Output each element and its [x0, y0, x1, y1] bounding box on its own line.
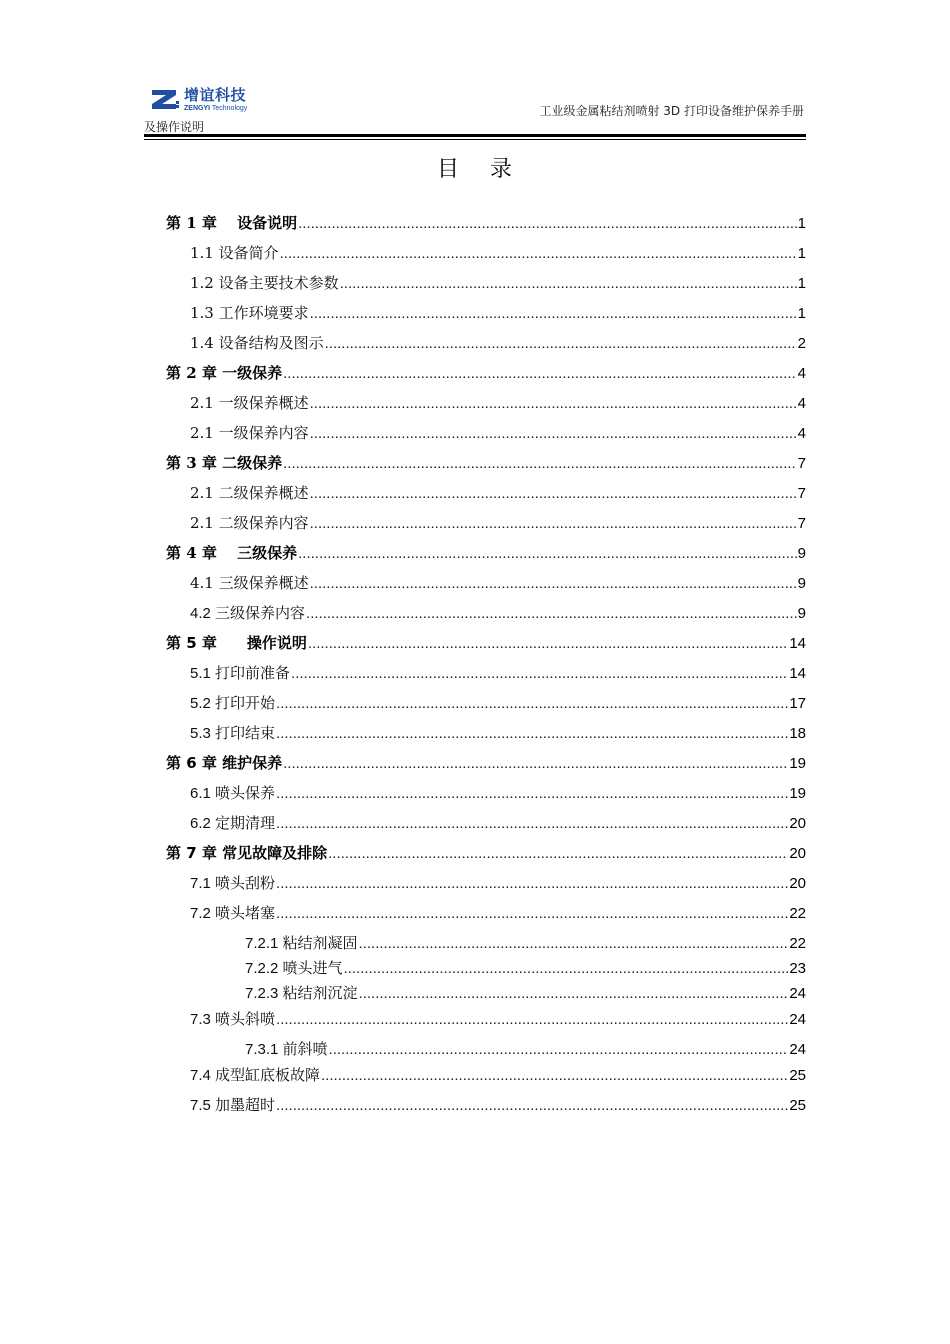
toc-entry[interactable]: [190, 242, 806, 264]
toc-dot-leader: [283, 755, 788, 772]
toc-page-number: 7: [797, 515, 806, 532]
toc-page-number: 1: [797, 245, 806, 262]
toc-page-number: 1: [797, 305, 806, 322]
toc-entry[interactable]: [190, 302, 806, 324]
header-rule-thin: [144, 139, 806, 140]
header-rule-thick: [144, 134, 806, 137]
toc-page-number: 4: [797, 395, 806, 412]
toc-page-number: 25: [789, 1097, 806, 1114]
toc-page-number: 7: [797, 485, 806, 502]
company-logo: [150, 86, 260, 114]
toc-page-number: 19: [789, 785, 806, 802]
toc-dot-leader: [276, 785, 788, 802]
toc-entry-label: 5.2 打印开始: [190, 695, 276, 712]
toc-entry-label: 第 4 章 三级保养: [166, 544, 298, 562]
toc-dot-leader: [328, 845, 788, 862]
toc-dot-leader: [329, 1041, 789, 1058]
toc-entry-label: 7.2.1 粘结剂凝固: [245, 935, 358, 952]
toc-entry-label: 7.3 喷头斜喷: [190, 1011, 276, 1028]
toc-entry[interactable]: [190, 422, 806, 444]
toc-title-char-1: 目: [436, 157, 460, 182]
toc-entry[interactable]: [166, 362, 806, 384]
toc-entry[interactable]: [166, 452, 806, 474]
toc-dot-leader: [306, 605, 797, 622]
toc-entry-label: 1.2 设备主要技术参数: [190, 274, 339, 292]
toc-entry[interactable]: [245, 957, 806, 979]
toc-page-number: 24: [789, 1011, 806, 1028]
toc-entry[interactable]: [166, 632, 806, 654]
toc-entry-label: 2.1 一级保养概述: [190, 394, 309, 412]
toc-dot-leader: [310, 485, 797, 502]
toc-entry[interactable]: [190, 662, 806, 684]
toc-page-number: 4: [797, 365, 806, 382]
toc-entry[interactable]: [190, 1094, 806, 1116]
toc-page-number: 22: [789, 935, 806, 952]
header-document-title: 工业级金属粘结剂喷射 3D 打印设备维护保养手册: [539, 104, 804, 118]
toc-dot-leader: [283, 365, 797, 382]
toc-page-number: 14: [789, 665, 806, 682]
toc-entry-label: 7.2 喷头堵塞: [190, 905, 276, 922]
toc-page-number: 23: [789, 960, 806, 977]
toc-dot-leader: [359, 985, 789, 1002]
toc-entry[interactable]: [190, 782, 806, 804]
toc-entry-label: 第 7 章 常见故障及排除: [166, 844, 328, 862]
toc-entry-label: 2.1 一级保养内容: [190, 424, 309, 442]
toc-page-number: 1: [797, 215, 806, 232]
toc-dot-leader: [276, 875, 788, 892]
toc-entry-label: 6.2 定期清理: [190, 815, 276, 832]
toc-dot-leader: [280, 245, 797, 262]
zengyi-logo-icon: [150, 88, 180, 112]
toc-page-number: 24: [789, 1041, 806, 1058]
toc-dot-leader: [283, 455, 797, 472]
toc-entry-label: 6.1 喷头保养: [190, 785, 276, 802]
toc-entry[interactable]: [190, 272, 806, 294]
toc-entry[interactable]: [245, 932, 806, 954]
toc-entry[interactable]: [190, 902, 806, 924]
toc-page-number: 24: [789, 985, 806, 1002]
logo-chinese-name: 增谊科技: [184, 86, 247, 104]
toc-page-number: 9: [797, 545, 806, 562]
toc-dot-leader: [310, 515, 797, 532]
toc-entry[interactable]: [190, 812, 806, 834]
toc-page-number: 2: [797, 335, 806, 352]
toc-entry-label: 7.2.2 喷头进气: [245, 960, 343, 977]
toc-entry-label: 1.3 工作环境要求: [190, 304, 309, 322]
toc-dot-leader: [359, 935, 789, 952]
toc-dot-leader: [321, 1067, 788, 1084]
toc-dot-leader: [276, 815, 788, 832]
toc-entry-label: 2.1 二级保养概述: [190, 484, 309, 502]
toc-entry[interactable]: [190, 572, 806, 594]
toc-entry-label: 1.4 设备结构及图示: [190, 334, 324, 352]
toc-entry-label: 5.3 打印结束: [190, 725, 276, 742]
toc-page-number: 19: [789, 755, 806, 772]
toc-title: [0, 152, 950, 183]
toc-dot-leader: [344, 960, 789, 977]
toc-entry-label: 7.1 喷头刮粉: [190, 875, 276, 892]
toc-dot-leader: [298, 545, 797, 562]
header-subtitle: 及操作说明: [144, 120, 205, 134]
toc-dot-leader: [276, 1011, 788, 1028]
toc-dot-leader: [298, 215, 797, 232]
toc-dot-leader: [310, 575, 797, 592]
logo-english-rest: Technology: [210, 105, 248, 112]
toc-entry-label: 7.2.3 粘结剂沉淀: [245, 985, 358, 1002]
toc-title-char-2: 录: [490, 157, 514, 182]
toc-entry[interactable]: [190, 692, 806, 714]
toc-entry[interactable]: [190, 482, 806, 504]
toc-dot-leader: [325, 335, 797, 352]
toc-entry[interactable]: [245, 982, 806, 1004]
toc-page-number: 14: [789, 635, 806, 652]
toc-dot-leader: [291, 665, 788, 682]
toc-page-number: 1: [797, 275, 806, 292]
toc-entry[interactable]: [245, 1038, 806, 1060]
toc-entry[interactable]: [190, 602, 806, 624]
toc-dot-leader: [308, 635, 788, 652]
toc-dot-leader: [276, 695, 788, 712]
toc-page-number: 20: [789, 875, 806, 892]
toc-page-number: 22: [789, 905, 806, 922]
toc-dot-leader: [340, 275, 797, 292]
toc-entry-label: 第 6 章 维护保养: [166, 754, 283, 772]
toc-dot-leader: [310, 395, 797, 412]
toc-entry[interactable]: [190, 872, 806, 894]
toc-entry-label: 2.1 二级保养内容: [190, 514, 309, 532]
toc-entry[interactable]: [190, 512, 806, 534]
toc-entry-label: 4.2 三级保养内容: [190, 605, 306, 622]
logo-english-name: [184, 105, 247, 112]
toc-page-number: 4: [797, 425, 806, 442]
toc-entry[interactable]: [190, 332, 806, 354]
toc-entry-label: 第 3 章 二级保养: [166, 454, 283, 472]
toc-dot-leader: [276, 1097, 788, 1114]
toc-dot-leader: [310, 425, 797, 442]
toc-entry[interactable]: [166, 212, 806, 234]
toc-page-number: 17: [789, 695, 806, 712]
toc-entry[interactable]: [166, 842, 806, 864]
toc-dot-leader: [310, 305, 797, 322]
toc-page-number: 20: [789, 845, 806, 862]
toc-page-number: 25: [789, 1067, 806, 1084]
toc-entry[interactable]: [190, 722, 806, 744]
toc-entry-label: 7.5 加墨超时: [190, 1097, 276, 1114]
toc-page-number: 20: [789, 815, 806, 832]
logo-english-bold: ZENGYI: [184, 105, 211, 112]
toc-page-number: 9: [797, 605, 806, 622]
toc-entry-label: 4.1 三级保养概述: [190, 574, 309, 592]
toc-entry-label: 5.1 打印前准备: [190, 665, 291, 682]
toc-entry[interactable]: [190, 392, 806, 414]
toc-entry[interactable]: [166, 752, 806, 774]
toc-entry-label: 第 5 章 操作说明: [166, 634, 307, 652]
toc-page-number: 18: [789, 725, 806, 742]
toc-entry[interactable]: [166, 542, 806, 564]
toc-entry-label: 1.1 设备简介: [190, 244, 279, 262]
toc-entry-label: 7.4 成型缸底板故障: [190, 1067, 321, 1084]
toc-page-number: 9: [797, 575, 806, 592]
toc-entry-label: 第 1 章 设备说明: [166, 214, 298, 232]
toc-entry[interactable]: [190, 1008, 806, 1030]
toc-dot-leader: [276, 905, 788, 922]
toc-entry-label: 第 2 章 一级保养: [166, 364, 283, 382]
toc-page-number: 7: [797, 455, 806, 472]
toc-entry-label: 7.3.1 前斜喷: [245, 1041, 328, 1058]
toc-dot-leader: [276, 725, 788, 742]
toc-entry[interactable]: [190, 1064, 806, 1086]
